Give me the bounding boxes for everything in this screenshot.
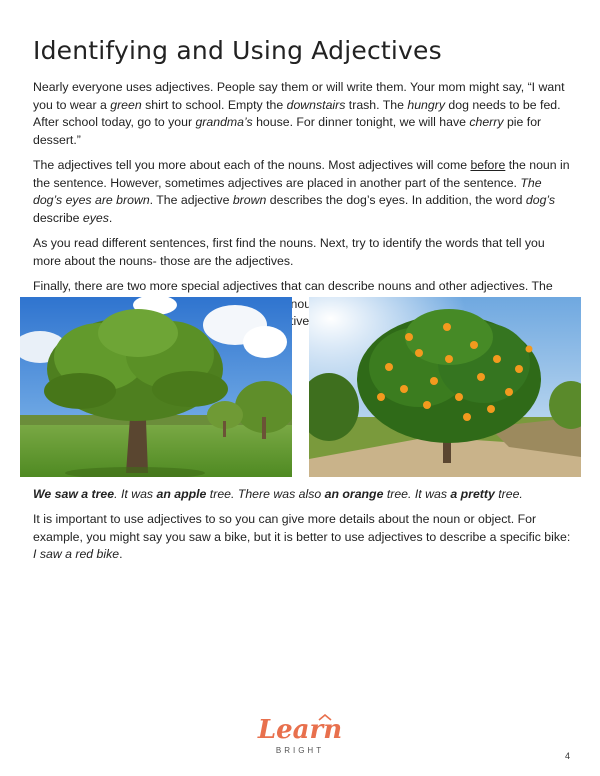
orange-tree-photo	[309, 297, 581, 477]
logo-subtitle: BRIGHT	[275, 746, 325, 755]
paragraph-placement: The adjectives tell you more about each of the nouns. Most adjectives will come before the noun in the sentence. However, sometimes adjectives are placed in another part of the sentence. The dog’s eyes are brown. The adjective brown describes the dog’s eyes. In addition, the word dog’s describe eyes.	[33, 158, 570, 225]
paragraph-find-nouns: As you read different sentences, first find the nouns. Next, try to identify the words that tell you more about the nouns- those are the adjectives.	[33, 236, 545, 268]
orange-tree-illustration	[309, 297, 581, 477]
apple-tree-illustration	[20, 297, 292, 477]
logo-spark-icon	[318, 714, 332, 722]
page-number: 4	[564, 751, 570, 761]
learn-bright-logo	[240, 716, 360, 766]
image-caption: We saw a tree. It was an apple tree. There was also an orange tree. It was a pretty tree.	[33, 487, 523, 501]
logo-word: Learn	[257, 715, 343, 745]
paragraph-intro: Nearly everyone uses adjectives. People say them or will write them. Your mom might say, “I want you to wear a green shirt to school. Empty the downstairs trash. The hungry dog needs to be fed. After school today, go to your grandma’s house. For dinner tonight, we will have cherry pie for dessert.”	[33, 80, 565, 147]
paragraph-a-an: Finally, there are two more special adjectives that can describe nouns and other adjectives. The nouns	[33, 279, 553, 311]
paragraph-closing: It is important to use adjectives to so you can give more details about the noun or object. For example, you might say you saw a bike, but it is better to use adjectives to describe a specific bike: I saw a red bike.	[33, 512, 571, 561]
page-title: Identifying and Using Adjectives	[33, 36, 442, 65]
apple-tree-photo	[20, 297, 292, 477]
